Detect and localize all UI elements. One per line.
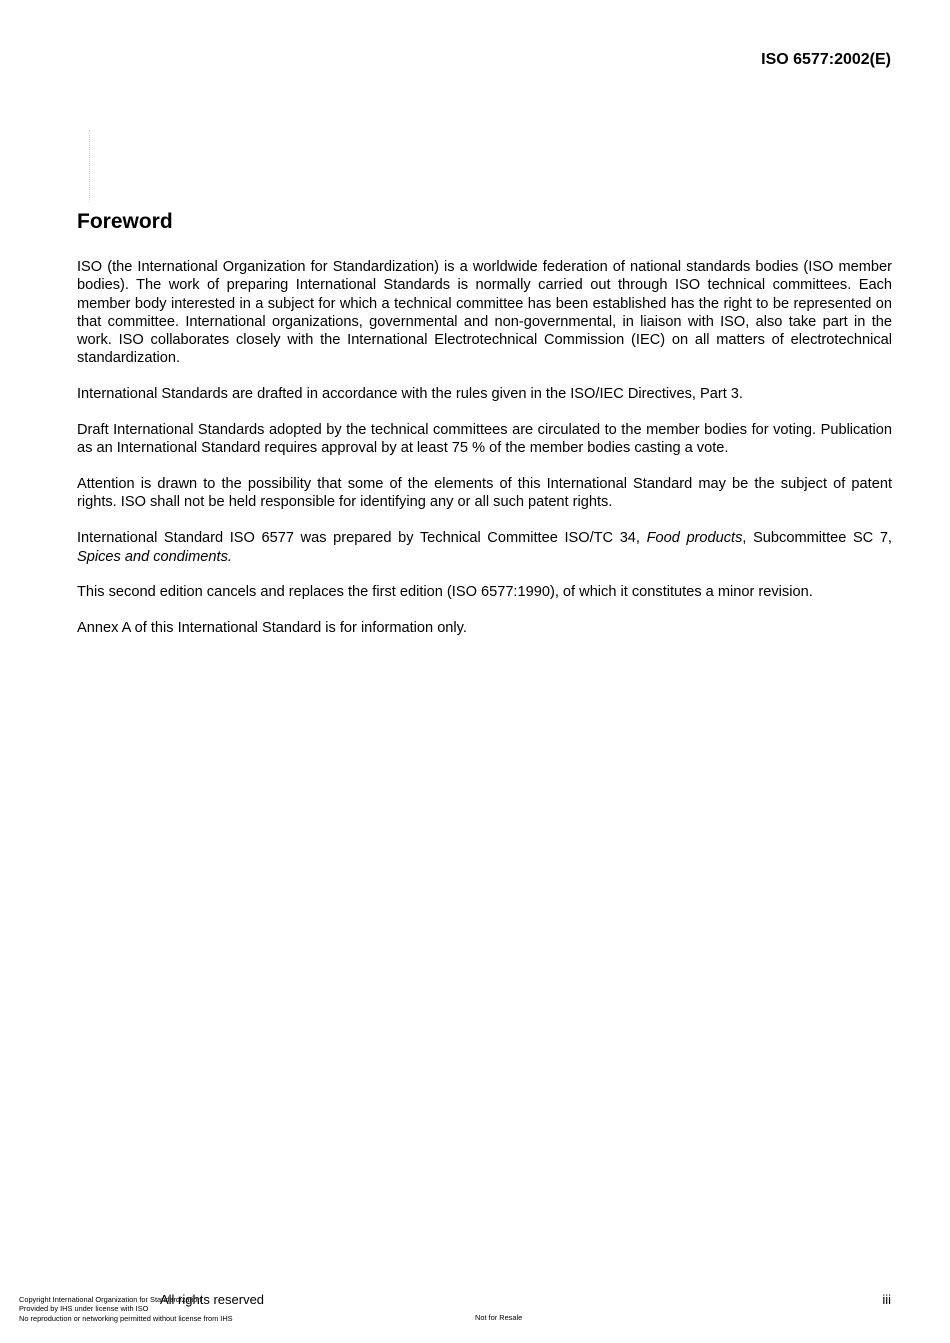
paragraph-prepared-by <box>77 529 892 566</box>
paragraph-edition: This second edition cancels and replaces the first edition (ISO 6577:1990), of which it constitutes a minor revision. <box>77 584 813 601</box>
paragraph-annex: Annex A of this International Standard is for information only. <box>77 620 467 637</box>
paragraph-iso-intro: ISO (the International Organization for Standardization) is a worldwide federation of national standards bodies (ISO member bodies). The work of preparing International Standards is normally carried out through ISO technical committees. Each member body interested in a subject for which a technical committee has been established has the right to be represented on that committee. International organizations, governmental and non-governmental, in liaison with ISO, also take part in the work. ISO collaborates closely with the International Electrotechnical Commission (IEC) on all matters of electrotechnical standardization. <box>77 259 892 367</box>
prepared-by-text: International Standard ISO 6577 was prepared by Technical Committee ISO/TC 34, <box>77 530 647 547</box>
reproduction-line: No reproduction or networking permitted without license from IHS <box>19 1313 233 1323</box>
foreword-body <box>77 258 892 655</box>
subcommittee-name: Spices and condiments. <box>77 548 232 565</box>
committee-name: Food products <box>646 530 743 547</box>
page-title: Foreword <box>77 210 173 233</box>
paragraph-patent-rights: Attention is drawn to the possibility that some of the elements of this International Standard may be the subject of patent rights. ISO shall not be held responsible for identifying any or all such patent rights. <box>77 476 892 511</box>
copyright-notice <box>19 1295 233 1323</box>
document-id: ISO 6577:2002(E) <box>761 51 891 68</box>
paragraph-directives: International Standards are drafted in accordance with the rules given in the ISO/IEC Directives, Part 3. <box>77 386 743 403</box>
prepared-by-text-2: , Subcommittee SC 7, <box>742 530 892 547</box>
copyright-line: Copyright International Organization for Standardization <box>19 1295 202 1304</box>
not-for-resale: Not for Resale <box>475 1313 523 1322</box>
footer-rights: All rights reserved <box>160 1292 265 1307</box>
page-number: iii <box>882 1292 891 1307</box>
paragraph-draft-voting: Draft International Standards adopted by the technical committees are circulated to the member bodies for voting. Publication as an International Standard requires approval by at least 75 % of the member bodies casting a vote. <box>77 422 892 457</box>
license-line: Provided by IHS under license with ISO <box>19 1304 149 1314</box>
margin-marks <box>89 130 94 202</box>
